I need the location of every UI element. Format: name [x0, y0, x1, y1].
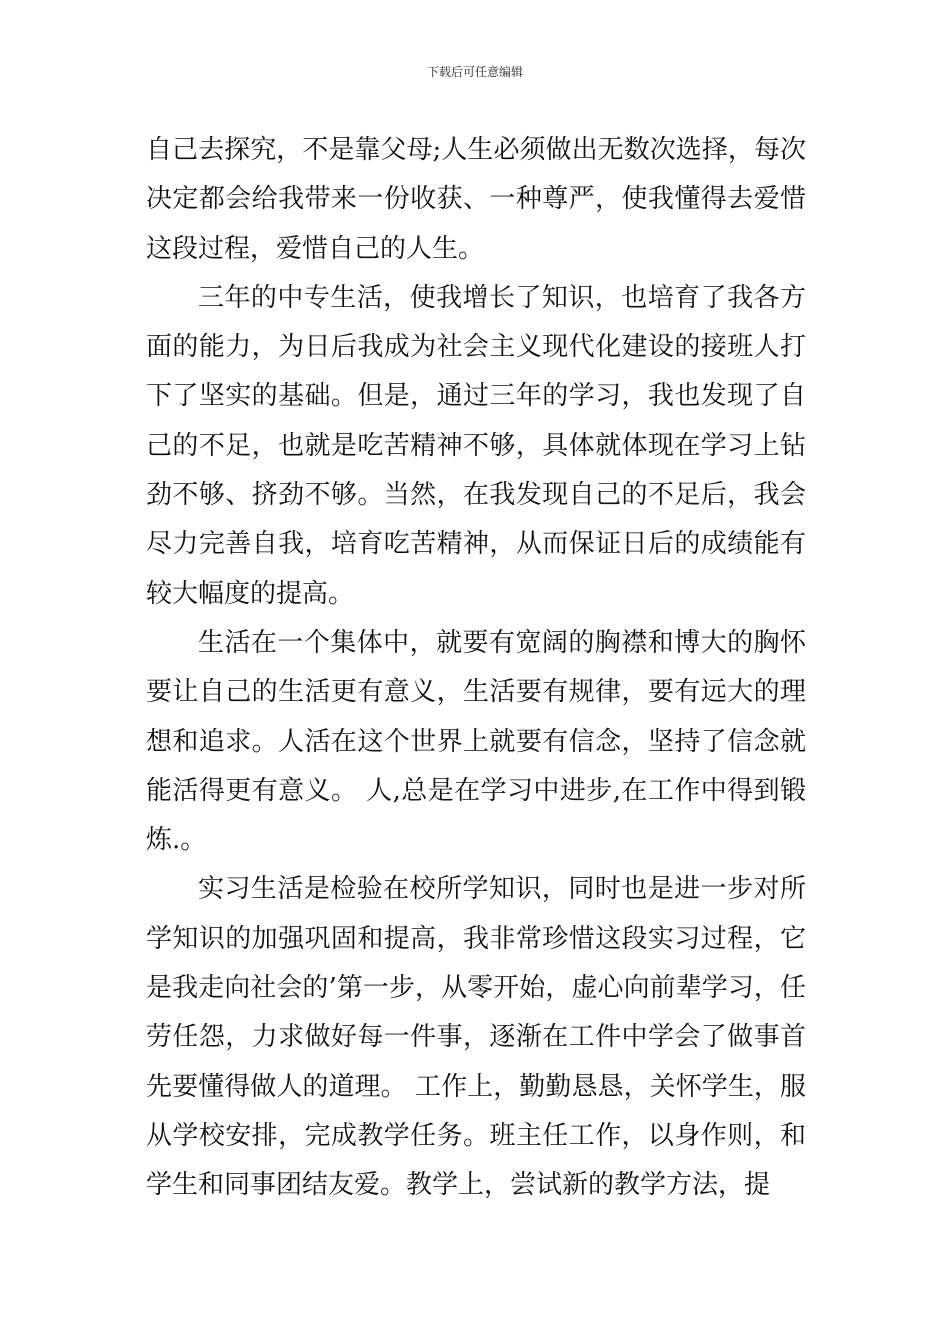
page-header: 下载后可任意编辑 [426, 65, 523, 79]
paragraph-continuation: 自己去探究，不是靠父母;人生必须做出无数次选择，每次决定都会给我带来一份收获、一种尊严，使我懂得去爱惜这段过程，爱惜自己的人生。 [146, 135, 806, 264]
document-body [146, 126, 806, 1211]
paragraph-study-life: 三年的中专生活，使我增长了知识，也培育了我各方面的能力，为日后我成为社会主义现代化建设的接班人打下了坚实的基础。但是，通过三年的学习，我也发现了自己的不足，也就是吃苦精神不够，具体就体现在学习上钻劲不够、挤劲不够。当然，在我发现自己的不足后，我会尽力完善自我，培育吃苦精神，从而保证日后的成绩能有较大幅度的提高。 [146, 282, 806, 609]
paragraph-internship: 实习生活是检验在校所学知识，同时也是进一步对所学知识的加强巩固和提高，我非常珍惜这段实习过程，它是我走向社会的’第一步，从零开始，虚心向前辈学习，任劳任怨，力求做好每一件事，逐渐在工件中学会了做事首先要懂得做人的道理。 工作上，勤勤恳恳，关怀学生，服从学校安排，完成教学任务。班主任工作，以身作则，和学生和同事团结友爱。教学上，尝试新的教学方法，提 [146, 874, 806, 1201]
paragraph-collective-life: 生活在一个集体中，就要有宽阔的胸襟和博大的胸怀要让自己的生活更有意义，生活要有规律，要有远大的理想和追求。人活在这个世界上就要有信念，坚持了信念就能活得更有意义。 人,总是在学习中进步,在工作中得到锻炼.。 [146, 627, 806, 856]
